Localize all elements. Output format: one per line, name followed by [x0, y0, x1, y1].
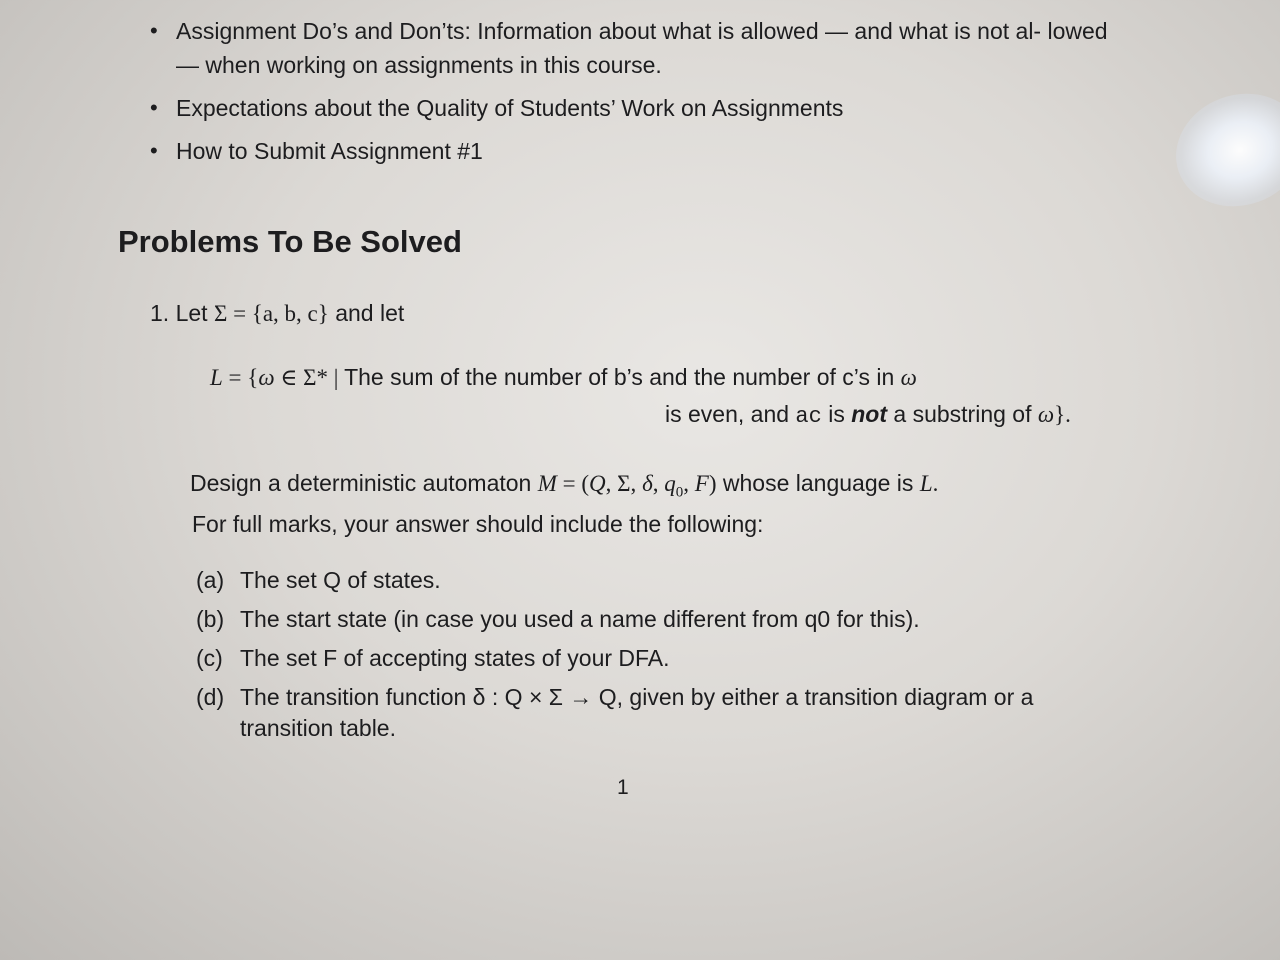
part-text: The transition function δ : Q × Σ → Q, given by either a transition diagram or a transition table.: [240, 684, 1034, 741]
answer-parts-list: [196, 565, 1116, 752]
problem-number: 1.: [150, 300, 170, 326]
problem-statement: [150, 300, 404, 327]
section-title: Problems To Be Solved: [118, 224, 462, 259]
part-a: [196, 565, 1116, 596]
part-b: [196, 604, 1116, 635]
let-text: Let: [175, 300, 208, 326]
bullet-item-dos-donts: [150, 14, 1130, 82]
and-let-text: and let: [335, 300, 405, 326]
language-definition-line-1: L = {ω ∈ Σ* | The sum of the number of b’s and the number of c’s in ω: [210, 364, 917, 390]
language-definition-line-2: is even, and ac is not a substring of ω}.: [665, 401, 1071, 429]
bullet-list: [150, 14, 1130, 177]
part-text: The start state (in case you used a name different from q0 for this).: [240, 606, 920, 632]
part-label: (c): [196, 645, 223, 671]
bullet-item-submit: [150, 134, 1130, 168]
bullet-item-expectations: [150, 91, 1130, 125]
design-text: Design a deterministic automaton: [190, 470, 532, 496]
alphabet-definition: Σ = {a, b, c}: [213, 301, 329, 326]
full-marks-note: For full marks, your answer should include the following:: [192, 511, 764, 537]
part-label: (b): [196, 606, 225, 632]
part-d: [196, 682, 1116, 744]
definition-text-1: The sum of the number of b’s and the number of c’s in: [344, 364, 895, 390]
part-label: (d): [196, 684, 225, 710]
part-c: [196, 643, 1116, 674]
design-instruction: Design a deterministic automaton M = (Q, Σ, δ, $q_0$, F) whose language is L.: [190, 470, 939, 501]
definition-text-2b: is: [828, 401, 845, 427]
whose-text: whose language is: [722, 470, 914, 496]
bullet-text: Expectations about the Quality of Students’ Work on Assignments: [176, 95, 844, 121]
part-text: The set Q of states.: [240, 567, 441, 593]
definition-text-2a: is even, and: [665, 401, 790, 427]
language-set-open: L: [210, 365, 223, 390]
bullet-dot-icon: •: [150, 18, 158, 43]
part-text: The set F of accepting states of your DFA.: [240, 645, 670, 671]
bullet-text: How to Submit Assignment #1: [176, 138, 483, 164]
not-emphasis: not: [851, 401, 887, 427]
bullet-text: Assignment Do’s and Don’ts: Information about what is allowed — and what is not al- lowed — when working on assignments in this course.: [176, 18, 1108, 78]
part-label: (a): [196, 567, 225, 593]
screen-glare: [1160, 76, 1280, 224]
bullet-dot-icon: •: [150, 138, 158, 163]
page-number: 1: [617, 776, 629, 799]
definition-text-2c: a substring of: [893, 401, 1032, 427]
substring-literal: ac: [795, 404, 822, 429]
bullet-dot-icon: •: [150, 95, 158, 120]
